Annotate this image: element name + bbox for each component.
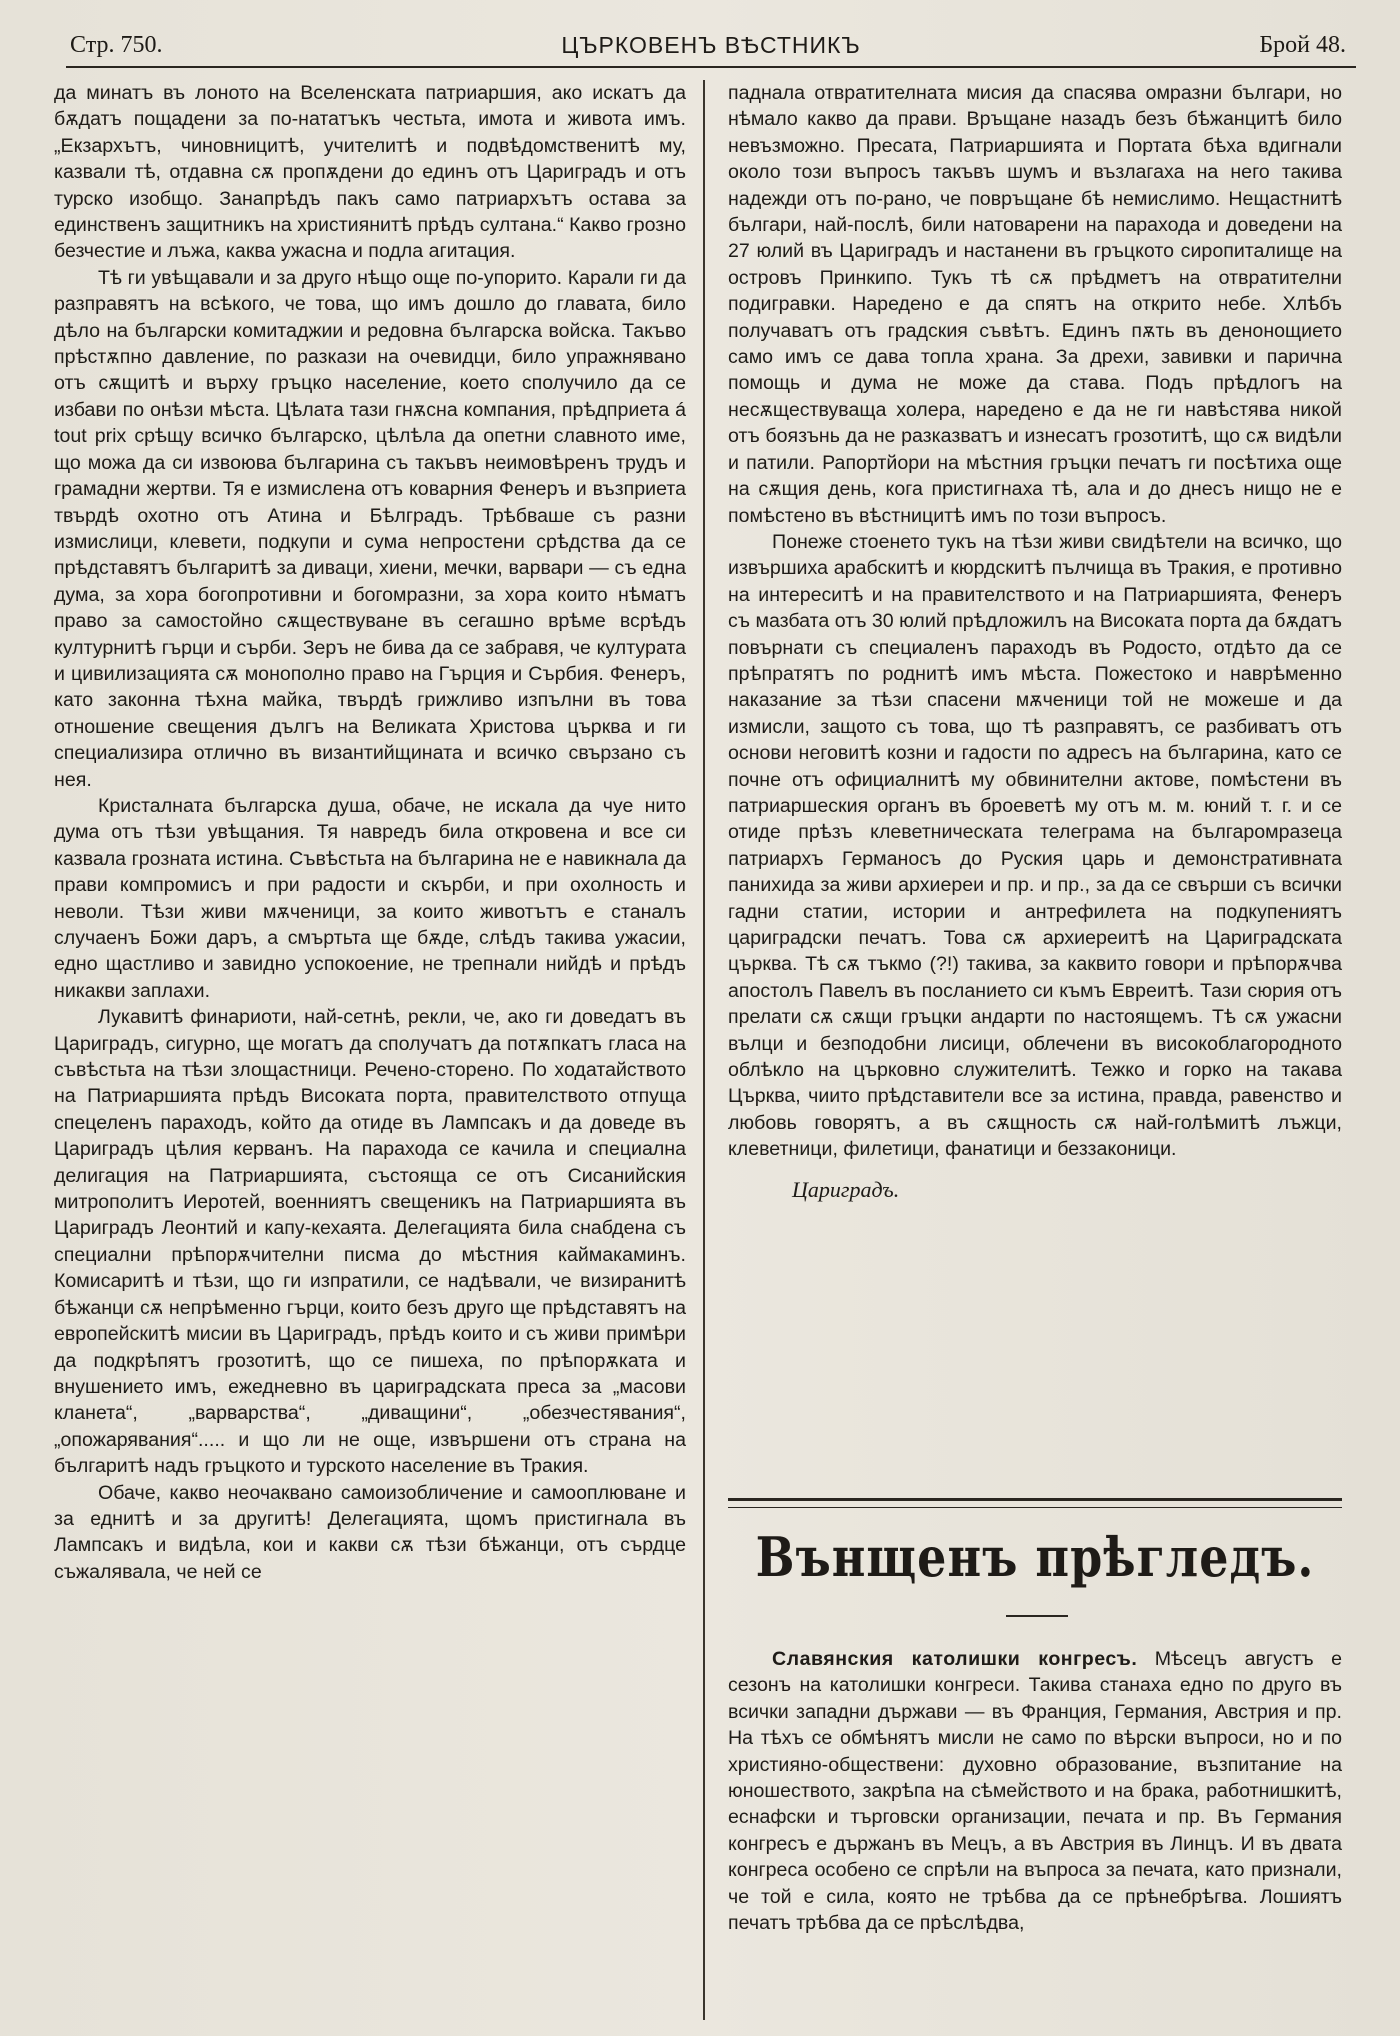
paragraph: Тѣ ги увѣщавали и за друго нѣщо още по-упорито. Карали ги да разправятъ на всѣкого, че това, що имъ дошло до главата, било дѣло на български комитаджии и редовна българска войска. Такъво прѣстѫпно давление, по разкази на очевидци, било упражнявано отъ сѫщитѣ и върху гръцко население, което сполучило да се избави по онѣзи мѣста. Цѣлата тази гнѫсна компания, прѣдприета á tout prix срѣщу всичко българско, цѣлѣла да опетни славното име, що можа да си извоюва българина съ такъвъ неимовѣренъ трудъ и грамадни жертви. Тя е измислена отъ коварния Фенеръ и възприета твърдѣ охотно отъ Атина и Бѣлградъ. Трѣбваше съ разни измислици, клевети, подкупи и сума непростени срѣдства да се прѣдставятъ българитѣ за диваци, хиени, мечки, варвари — съ една дума, за хора богопротивни и богомразни, за хора които нѣматъ право за самостойно сѫществуване въ сегашно врѣме всрѣдъ културнитѣ гърци и сърби. Зеръ не бива да се забравя, че културата и цивилизацията сѫ монополно право на Гърция и Сърбия. Фенеръ, като законна тѣхна майка, твърдѣ грижливо изпълни въ това отношение свещения дългъ на Великата Христова църква и ги специализира отлично въ византийщината и всичко свързано съ нея.	[54, 266, 686, 791]
right-column	[728, 80, 1342, 1203]
section-subhead: Славянския католишки конгресъ.	[772, 1648, 1138, 1670]
title-underline	[1006, 1615, 1068, 1617]
column-divider	[703, 80, 705, 2020]
section-body	[728, 1646, 1342, 1936]
article-signature: Цариградъ.	[792, 1176, 900, 1202]
paragraph: Кристалната българска душа, обаче, не искала да чуе нито дума отъ тѣзи увѣщания. Тя навредъ била откровена и все си казвала грозната истина. Съвѣстьта на българина не е навикнала да прави компромисъ и при радости и скърби, и при охолность и неволи. Тѣзи живи мѫченици, за които животътъ е станалъ случаенъ Божи даръ, а смъртьта ще бѫде, слѣдъ такива ужасии, едно щастливо и завидно успокоение, не трепнали нийдѣ и прѣдъ никакви заплахи.	[54, 794, 686, 1002]
paragraph	[728, 1646, 1342, 1936]
issue-number: Брой 48.	[1259, 32, 1346, 58]
paragraph: Понеже стоенето тукъ на тѣзи живи свидѣтели на всичко, що извършиха арабскитѣ и кюрдскитѣ пълчища въ Тракия, е противно на интереситѣ и на правителството и на Патриаршията, Фенеръ съ мазбата отъ 30 юлий прѣдложилъ на Високата порта да бѫдатъ повърнати съ специаленъ параходъ въ Родосто, отдѣто да се прѣпратятъ по роднитѣ имъ мѣста. Пожестоко и наврѣменно наказание за тѣзи спасени мѫченици той не можеше и да измисли, защото съ това, що тѣ разправятъ, се разбиватъ отъ основи неговитѣ козни и гадости по адресъ на българина, като се почне отъ официалнитѣ му обвинителни актове, помѣстени въ патриаршеския органъ въ броеветѣ му отъ м. м. юний т. г. и се отиде прѣзъ клеветническата телеграма на българомразеца патриархъ Германосъ до Руския царь и демонстративната панихида за живи архиереи и пр. и пр., за да се свърши съ всички гадни статии, истории и антрефилета на подкупениятъ цариградски печатъ. Това сѫ архиереитѣ на Цариградската църква. Тѣ сѫ тъкмо (?!) такива, за каквито говори и прѣпорѫчва апостолъ Павелъ въ посланието си къмъ Евреитѣ. Тази сюрия отъ прелати сѫ сѫщи гръцки андарти по настоящемъ. Тѣ сѫ ужасни вълци и безподобни лисици, облечени въ високоблагородното облѣкло на църковно служителитѣ. Тежко и горко на такава Църква, чиито прѣдставители все за истина, правда, равенство и любовь говорятъ, а въ сѫщность сѫ най-голѣмитѣ лъжци, клеветници, филетици, фанатици и беззаконици.	[728, 530, 1342, 1161]
page-number: Стр. 750.	[70, 32, 163, 58]
paragraph: Обаче, какво неочаквано самоизобличение и самооплюване и за еднитѣ и за другитѣ! Делегацията, щомъ пристигнала въ Лампсакъ и видѣла, кои и какви сѫ тѣзи бѣжанци, отъ сърдце съжалявала, че ней се	[54, 1481, 686, 1583]
section-text: Мѣсецъ августъ е сезонъ на католишки конгреси. Такива станаха едно по друго въ всички западни държави — въ Франция, Германия, Австрия и пр. На тѣхъ се обмѣнятъ мисли не само по вѣрски въпроси, но и по християно-обществени: духовно образование, възпитание на юношеството, закрѣпа на сѣмейството и на брака, работнишкитѣ, еснафски и търговски организации, печата и пр. Въ Германия конгресъ е държанъ въ Мецъ, а въ Австрия въ Линцъ. И въ двата конгреса особено се спрѣли на въпроса за печата, като признали, че той е сила, която не трѣбва да се прѣнебрѣгва. Лошиятъ печатъ трѣбва да се прѣслѣдва,	[728, 1648, 1342, 1935]
newspaper-title: ЦЪРКОВЕНЪ ВѢСТНИКЪ	[561, 32, 861, 58]
section-separator	[728, 1498, 1342, 1508]
left-column	[54, 80, 686, 1585]
paragraph: паднала отвратителната мисия да спасява омразни българи, но нѣмало какво да прави. Връщане назадъ безъ бѣжанцитѣ било невъзможно. Пресата, Патриаршията и Портата бѣха вдигнали около този въпросъ такъвъ шумъ и възлагаха на него такива надежди отъ по-рано, че повръщане бѣ немислимо. Нещастнитѣ българи, най-послѣ, били натоварени на парахода и доведени на 27 юлий въ Цариградъ и настанени въ гръцкото сиропиталище на островъ Принкипо. Тукъ тѣ сѫ прѣдметъ на отвратителни подигравки. Наредено е да спятъ на открито небе. Хлѣбъ получаватъ отъ градския съвѣтъ. Единъ пѫть въ денонощието само имъ се дава топла храна. За дрехи, завивки и парична помощь и дума не може да става. Подъ прѣдлогъ на несѫществуваща холера, наредено е да не ги навѣстява никой отъ боязънь да не разказватъ и изнесатъ грозотитѣ, що сѫ видѣли и патили. Рапортйори на мѣстния гръцки печатъ ги посѣтиха още на сѫщия день, кога пристигнаха тѣ, ала и до днесъ нищо не е помѣстено въ вѣстницитѣ имъ по този въпросъ.	[728, 82, 1342, 527]
paragraph: да минатъ въ лоното на Вселенската патриаршия, ако искатъ да бѫдатъ пощадени за по-нататъкъ честьта, имота и живота имъ. „Екзархътъ, чиновницитѣ, учителитѣ и подвѣдомственитѣ му, казвали тѣ, отдавна сѫ пропѫдени до единъ отъ Цариградъ и отъ турско изобщо. Занапрѣдъ пакъ само патриархътъ остава за единственъ защитникъ на християнитѣ прѣдъ султана.“ Какво грозно безчестие и лъжа, каква ужасна и подла агитация.	[54, 82, 686, 263]
paragraph: Лукавитѣ финариоти, най-сетнѣ, рекли, че, ако ги доведатъ въ Цариградъ, сигурно, ще могатъ да сполучатъ да потѫпкатъ гласа на съвѣстьта на тѣзи злощастници. Речено-сторено. По ходатайството на Патриаршията прѣдъ Високата порта, правителството отпуща спецеленъ параходъ, който да отиде въ Лампсакъ и да доведе въ Цариградъ цѣлия керванъ. На парахода се качила и специална делигация на Патриаршията, състояща се отъ Сисанийския митрополитъ Иеротей, военниятъ свещеникъ на Патриаршията въ Цариградъ Леонтий и капу-кехаята. Делегацията била снабдена съ специални прѣпорѫчителни писма до мѣстния каймакаминъ. Комисаритѣ и тѣзи, що ги изпратили, се надѣвали, че визиранитѣ бѣжанци сѫ непрѣменно гърци, които безъ друго ще прѣдставятъ на европейскитѣ мисии въ Цариградъ, прѣдъ които и съ живи примѣри да подкрѣпятъ грозотитѣ, що се пишеха, по прѣпорѫката и внушението имъ, ежедневно въ цариградската преса за „масови кланета“, „варварства“, „диващини“, „обезчестявания“, „опожарявания“..... и що ли не още, извършени отъ страна на българитѣ надъ гръцкото и турското население въ Тракия.	[54, 1006, 686, 1478]
page-header	[66, 26, 1356, 68]
section-title: Вънщенъ прѣгледъ.	[755, 1525, 1315, 1589]
